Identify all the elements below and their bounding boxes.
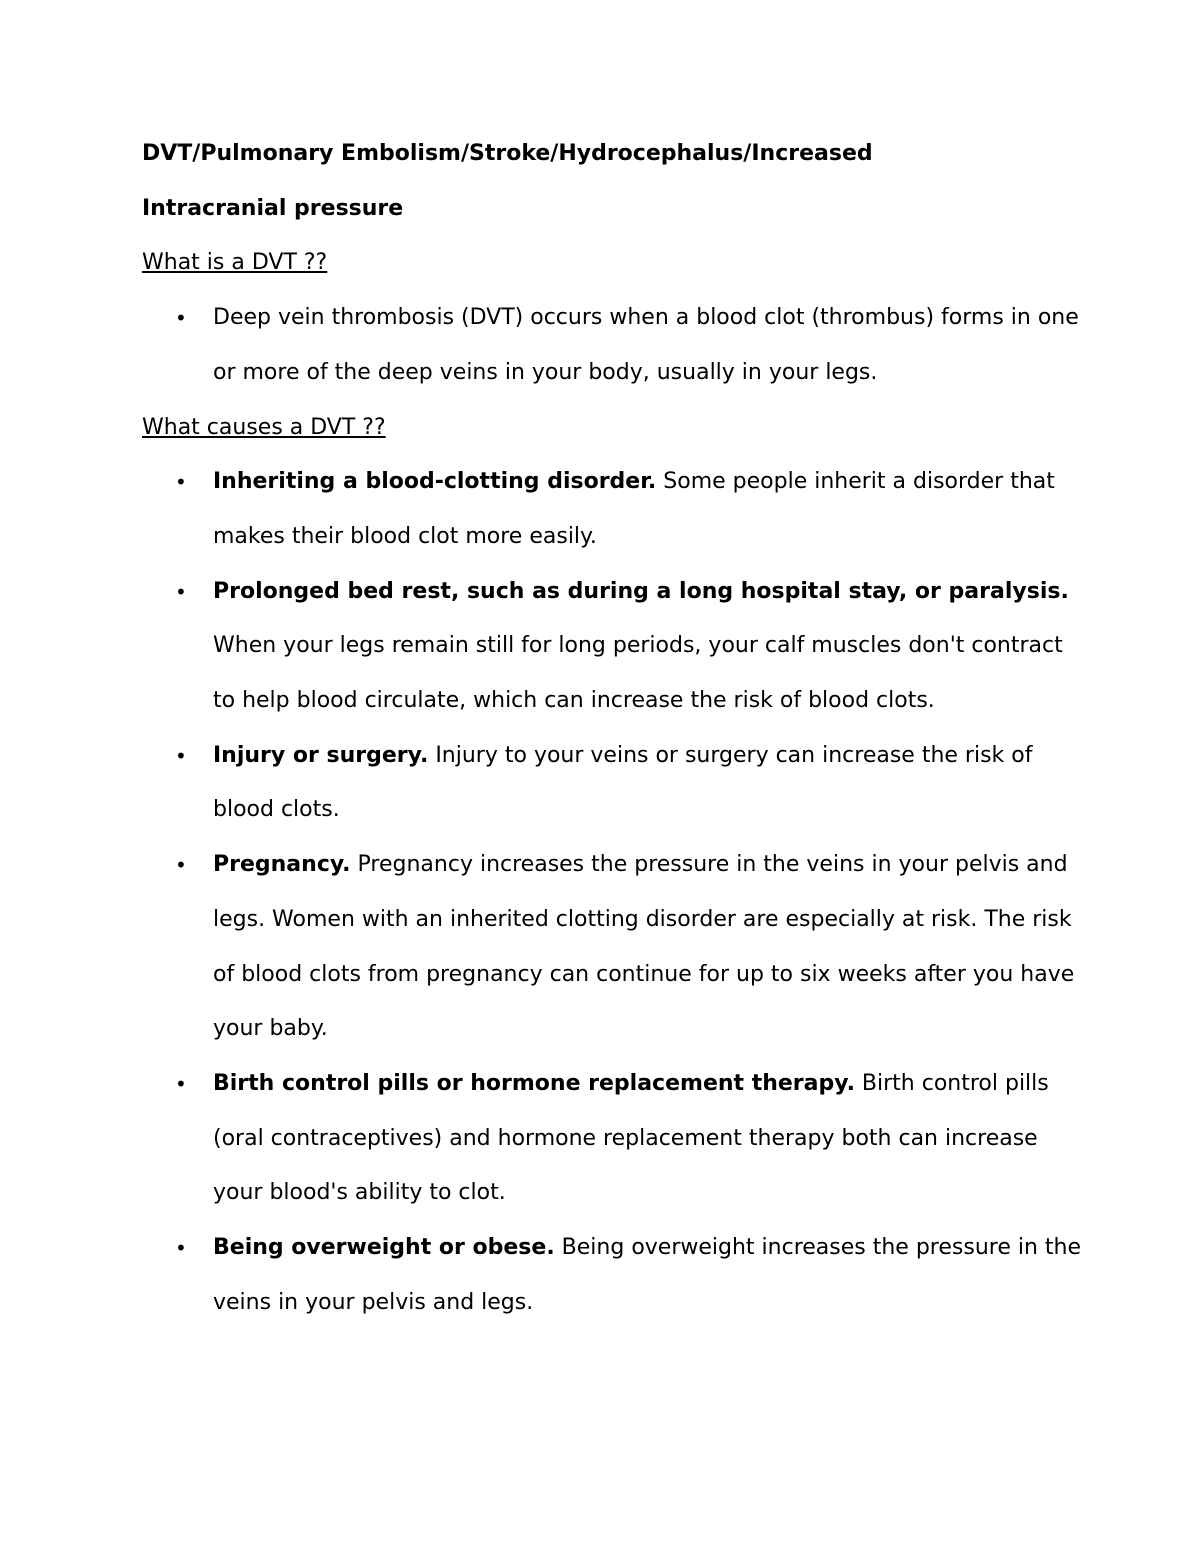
section-heading-what-is-dvt: What is a DVT ?? bbox=[142, 250, 328, 276]
item-lead: Birth control pills or hormone replacement therapy. bbox=[213, 1070, 855, 1096]
item-text: Pregnancy increases the pressure in the veins in your pelvis and legs. Women with an inherited clotting disorder are especially at risk. The risk of blood clots from pregnancy can continue for up to six weeks after you have your baby. bbox=[213, 852, 1075, 1042]
item-text: Some people inherit a disorder that makes their blood clot more easily. bbox=[213, 469, 1055, 549]
item-text: Injury to your veins or surgery can increase the risk of blood clots. bbox=[213, 742, 1033, 823]
bullet-icon: • bbox=[175, 743, 187, 768]
document-title-line-1: DVT/Pulmonary Embolism/Stroke/Hydrocephalus/Increased bbox=[142, 141, 873, 166]
item-lead: Being overweight or obese. bbox=[213, 1235, 555, 1261]
item-text: Birth control pills (oral contraceptives) and hormone replacement therapy both can increase your blood's ability to clot. bbox=[213, 1070, 1049, 1206]
item-lead: Inheriting a blood-clotting disorder. bbox=[213, 469, 657, 495]
list-item bbox=[142, 838, 1082, 1057]
list-item bbox=[142, 565, 1082, 729]
list-item bbox=[142, 455, 1082, 564]
list-item bbox=[142, 1221, 1082, 1330]
document-title-line-2: Intracranial pressure bbox=[142, 195, 404, 221]
item-lead: Prolonged bed rest, such as during a long hospital stay, or paralysis. bbox=[213, 578, 1069, 604]
bullet-icon: • bbox=[175, 1071, 187, 1096]
item-text: Being overweight increases the pressure in the veins in your pelvis and legs. bbox=[213, 1235, 1082, 1315]
bullet-icon: • bbox=[175, 1236, 187, 1261]
definition-list bbox=[142, 291, 1082, 400]
causes-list bbox=[142, 455, 1082, 1330]
list-item bbox=[142, 729, 1082, 838]
item-text: Deep vein thrombosis (DVT) occurs when a blood clot (thrombus) forms in one or more of the deep veins in your body, usually in your legs. bbox=[213, 305, 1079, 385]
item-lead: Injury or surgery. bbox=[213, 742, 429, 768]
item-lead: Pregnancy. bbox=[213, 852, 351, 878]
item-text: When your legs remain still for long periods, your calf muscles don't contract to help blood circulate, which can increase the risk of blood clots. bbox=[213, 633, 1063, 714]
bullet-icon: • bbox=[175, 306, 187, 331]
bullet-icon: • bbox=[175, 853, 187, 878]
list-item bbox=[142, 291, 1082, 400]
document-body bbox=[142, 127, 1082, 1330]
bullet-icon: • bbox=[175, 470, 187, 495]
section-heading-what-causes-dvt: What causes a DVT ?? bbox=[142, 414, 386, 440]
bullet-icon: • bbox=[175, 579, 187, 604]
list-item bbox=[142, 1057, 1082, 1221]
